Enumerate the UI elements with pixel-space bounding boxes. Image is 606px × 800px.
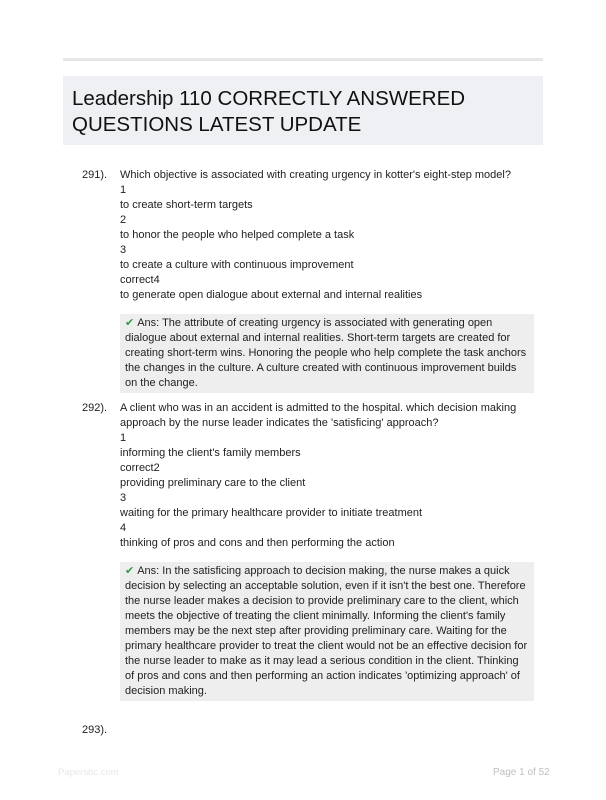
top-divider [63,58,543,61]
option-line: 4 [120,522,127,534]
option-line: waiting for the primary healthcare provider to initiate treatment [120,507,423,519]
question-number: 291). [82,169,108,181]
check-icon: ✔ [125,317,135,329]
answer-box [120,562,534,701]
check-icon: ✔ [125,565,135,577]
footer-site-watermark: Papersbc.com [58,767,119,778]
option-line: 1 [120,184,127,196]
option-line: correct4 [120,274,160,286]
answer-box [120,314,534,393]
question-text: A client who was in an accident is admitted to the hospital. which decision making approach by the nurse leader indicates the 'satisficing' approach? [120,402,517,429]
page-title: Leadership 110 CORRECTLY ANSWERED QUESTIONS LATEST UPDATE [72,87,466,136]
option-line: informing the client's family members [120,447,301,459]
question-number: 292). [82,402,108,414]
option-line: providing preliminary care to the client [120,477,306,489]
option-line: to generate open dialogue about external and internal realities [120,289,423,301]
question-text: Which objective is associated with creating urgency in kotter's eight-step model? [120,169,511,181]
option-line: 3 [120,244,127,256]
option-line: correct2 [120,462,160,474]
answer-text: Ans: The attribute of creating urgency is associated with generating open dialogue about external and internal realities. Short-term targets are created for creating short-term wins. Honoring the people who help complete the task anchors the changes in the culture. A culture created with continuous improvement builds on the change. [125,317,527,389]
option-line: thinking of pros and cons and then performing the action [120,537,395,549]
option-line: to honor the people who helped complete a task [120,229,355,241]
footer-page-number: Page 1 of 52 [493,767,550,778]
option-line: to create a culture with continuous improvement [120,259,354,271]
question-body [120,401,540,701]
question-body [120,168,540,393]
title-banner [63,76,543,145]
option-line: 3 [120,492,127,504]
option-line: to create short-term targets [120,199,253,211]
answer-text: Ans: In the satisficing approach to decision making, the nurse makes a quick decision by selecting an acceptable solution, even if it isn't the best one. Therefore the nurse leader makes a decision to provide preliminary care to the client, which meets the objective of treating the client minimally. Informing the client's family members may be the next step after providing preliminary care. Waiting for the primary healthcare provider to treat the client would not be an effective decision for the nurse leader to make as it may lead a serious condition in the client. Thinking of pros and cons and then performing an action indicates 'optimizing approach' of decision making. [125,565,528,697]
option-line: 1 [120,432,127,444]
option-line: 2 [120,214,127,226]
question-number: 293). [82,724,108,736]
